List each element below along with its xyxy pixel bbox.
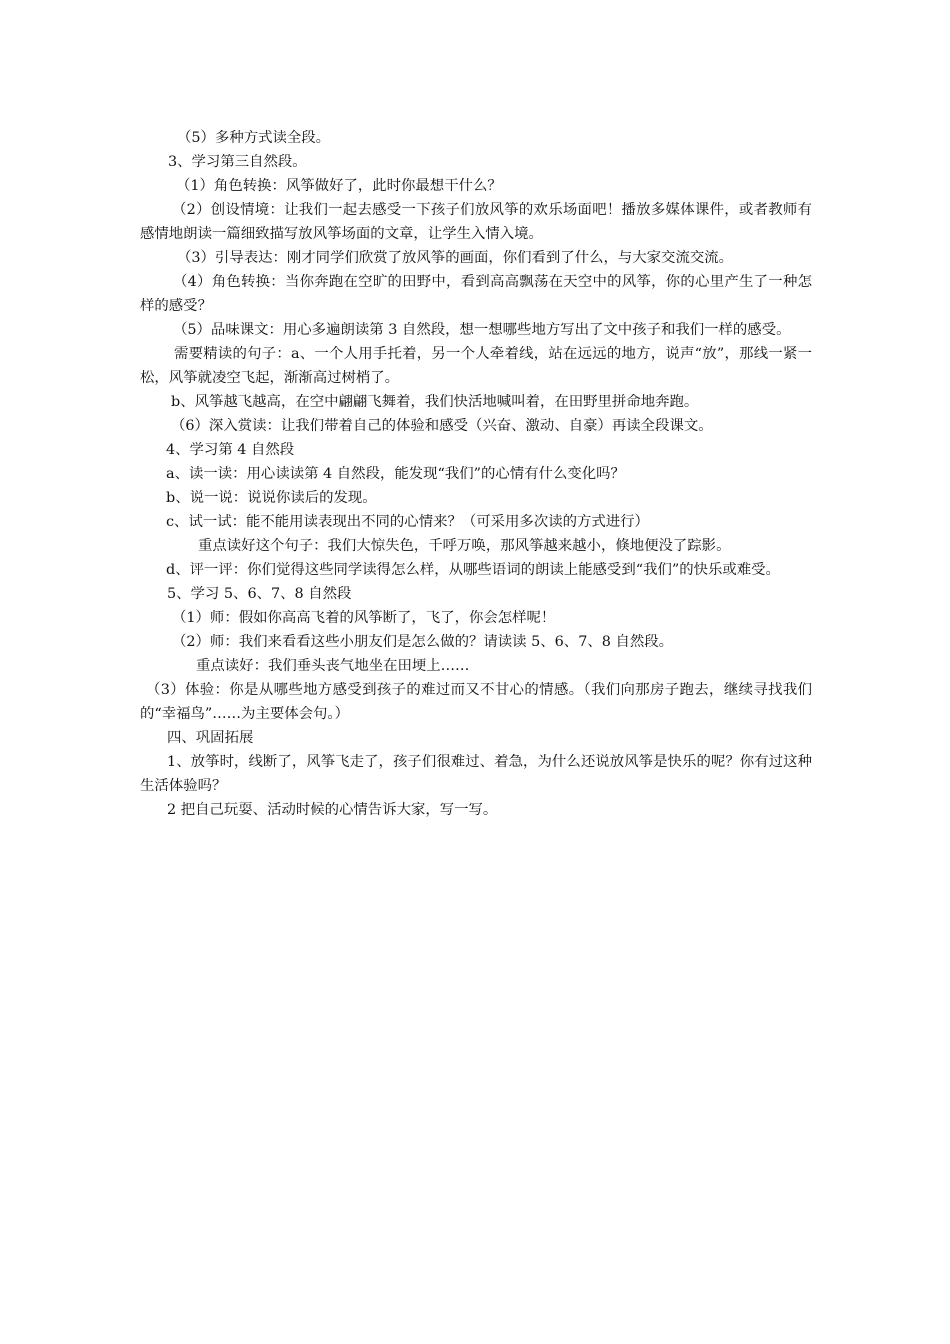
paragraph: 1、放筝时，线断了，风筝飞走了，孩子们很难过、着急，为什么还说放风筝是快乐的呢？你有过这种生活体验吗？ — [140, 754, 812, 794]
document-body — [140, 126, 812, 822]
paragraph: b、说一说：说说你读后的发现。 — [166, 490, 377, 506]
paragraph: （5）品味课文：用心多遍朗读第 3 自然段，想一想哪些地方写出了文中孩子和我们一样的感受。 — [173, 322, 791, 338]
paragraph: （3）引导表达：刚才同学们欣赏了放风筝的画面，你们看到了什么，与大家交流交流。 — [177, 250, 734, 266]
paragraph: （1）角色转换：风筝做好了，此时你最想干什么？ — [176, 178, 502, 194]
paragraph: （4）角色转换：当你奔跑在空旷的田野中，看到高高飘荡在天空中的风筝，你的心里产生了一种怎样的感受？ — [140, 274, 812, 314]
section-heading: 5、学习 5、6、7、8 自然段 — [167, 586, 352, 602]
paragraph: （6）深入赏读：让我们带着自己的体验和感受（兴奋、激动、自豪）再读全段课文。 — [171, 418, 713, 434]
paragraph: （2）师：我们来看看这些小朋友们是怎么做的？请读读 5、6、7、8 自然段。 — [172, 634, 674, 650]
paragraph: 重点读好这个句子：我们大惊失色，千呼万唤，那风筝越来越小，倏地便没了踪影。 — [198, 538, 731, 554]
paragraph: （5）多种方式读全段。 — [177, 130, 331, 146]
paragraph: b、风筝越飞越高，在空中翩翩飞舞着，我们快活地喊叫着，在田野里拼命地奔跑。 — [171, 394, 699, 410]
paragraph: d、评一评：你们觉得这些同学读得怎么样，从哪些语词的朗读上能感受到“我们”的快乐或难受。 — [166, 562, 780, 578]
section-heading: 4、学习第 4 自然段 — [166, 442, 295, 458]
paragraph: （3）体验：你是从哪些地方感受到孩子的难过而又不甘心的情感。（我们向那房子跑去，继续寻找我们的“幸福鸟”……为主要体会句。） — [140, 682, 812, 722]
section-heading: 四、巩固拓展 — [167, 730, 254, 746]
paragraph: c、试一试：能不能用读表现出不同的心情来？（可采用多次读的方式进行） — [166, 514, 649, 530]
paragraph: （2）创设情境：让我们一起去感受一下孩子们放风筝的欢乐场面吧！播放多媒体课件，或者教师有感情地朗读一篇细致描写放风筝场面的文章，让学生入情入境。 — [140, 202, 812, 242]
paragraph: a、读一读：用心读读第 4 自然段，能发现“我们”的心情有什么变化吗？ — [166, 466, 625, 482]
paragraph: 需要精读的句子：a、一个人用手托着，另一个人牵着线，站在远远的地方，说声“放”，那线一紧一松，风筝就凌空飞起，渐渐高过树梢了。 — [140, 346, 812, 386]
paragraph: 2 把自己玩耍、活动时候的心情告诉大家，写一写。 — [167, 802, 498, 818]
paragraph: （1）师：假如你高高飞着的风筝断了，飞了，你会怎样呢！ — [172, 610, 556, 626]
section-heading: 3、学习第三自然段。 — [168, 154, 307, 170]
paragraph: 重点读好：我们垂头丧气地坐在田埂上…… — [196, 658, 470, 674]
